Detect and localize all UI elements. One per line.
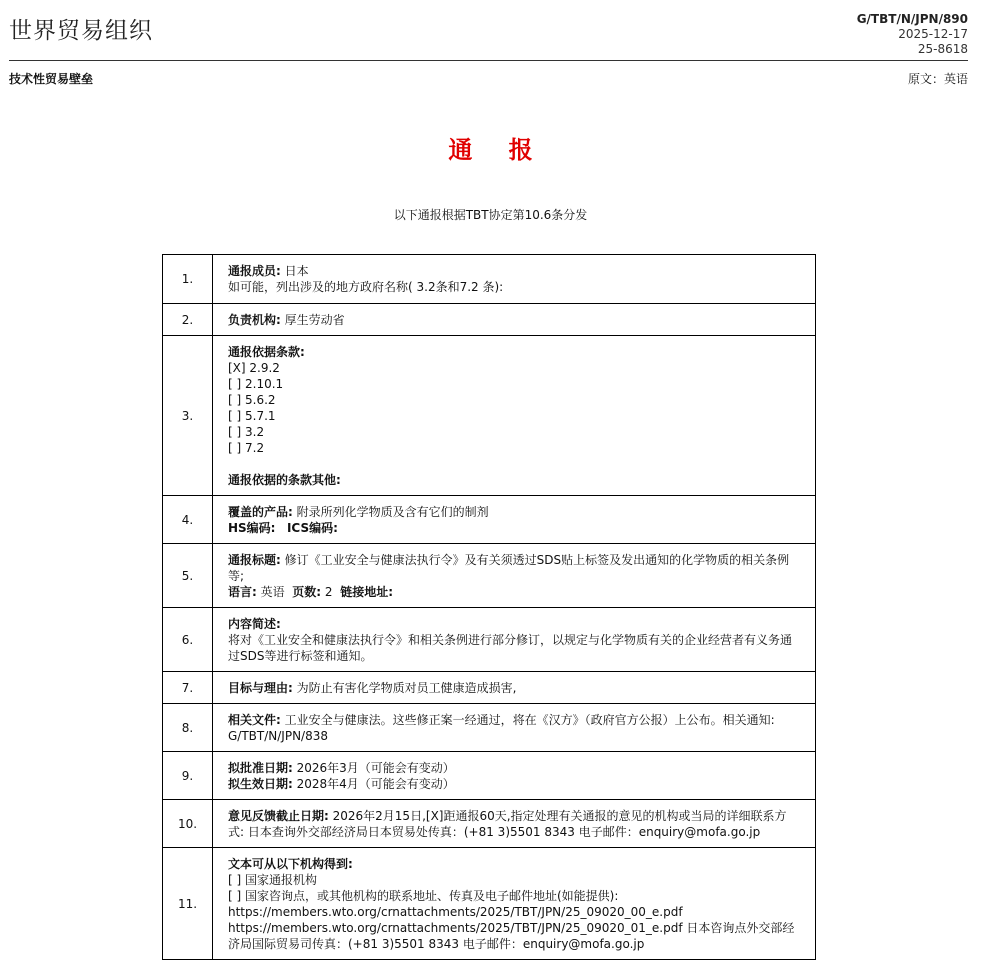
row-number: 5. [163, 544, 213, 608]
original-language: 原文：英语 [907, 72, 968, 86]
table-row [163, 800, 816, 848]
row-content [213, 336, 816, 496]
table-row [163, 336, 816, 496]
field-label: 文本可从以下机构得到: [228, 856, 353, 871]
field-value: 修订《工业安全与健康法执行令》及有关须透过SDS贴上标签及发出通知的化学物质的相关条例等; [228, 552, 790, 583]
notice-title: 通 报 [448, 136, 547, 164]
link-label: 链接地址: [340, 584, 393, 599]
option-3-2: [ ] 3.2 [228, 424, 265, 439]
field-value: 工业安全与健康法。这些修正案一经通过，将在《汉方》（政府官方公报）上公布。相关通知: G/TBT/N/JPN/838 [228, 712, 775, 743]
row-content [213, 608, 816, 672]
row-content [213, 496, 816, 544]
field-value: 如可能，列出涉及的地方政府名称( 3.2条和7.2 条): [228, 280, 504, 294]
row-number: 3. [163, 336, 213, 496]
row-number: 8. [163, 704, 213, 752]
row-content [213, 255, 816, 304]
language-value: 英语 [256, 584, 285, 599]
option-5-6-2: [ ] 5.6.2 [228, 392, 276, 407]
row-content [213, 704, 816, 752]
field-label: 目标与理由: [228, 680, 293, 695]
field-value: 附录所列化学物质及含有它们的制剂 [292, 504, 489, 519]
option-5-7-1: [ ] 5.7.1 [228, 408, 276, 423]
table-row [163, 848, 816, 960]
option-2-9-2: [X] 2.9.2 [228, 360, 280, 375]
spacer [228, 456, 801, 472]
field-value: 2028年4月（可能会有变动） [292, 776, 455, 791]
committee-name: 技术性贸易壁垒 [9, 72, 94, 86]
intro-text: 以下通报根据TBT协定第10.6条分发 [393, 208, 588, 222]
pages-value: 2 [321, 584, 333, 599]
ics-code-label: ICS编码: [286, 520, 338, 535]
row-number: 11. [163, 848, 213, 960]
field-label: 通报依据的条款其他: [228, 472, 341, 487]
field-label: 拟生效日期: [228, 776, 293, 791]
table-row [163, 496, 816, 544]
field-label: 覆盖的产品: [228, 504, 293, 519]
row-number: 6. [163, 608, 213, 672]
field-label: 负责机构: [228, 312, 281, 327]
option-2-10-1: [ ] 2.10.1 [228, 376, 284, 391]
document-date: 2025-12-17 [898, 27, 968, 41]
row-content [213, 544, 816, 608]
table-row [163, 544, 816, 608]
row-content [213, 672, 816, 704]
hs-code-label: HS编码: [228, 520, 276, 535]
table-row [163, 255, 816, 304]
document-link[interactable]: https://members.wto.org/crnattachments/2025/TBT/JPN/25_09020_00_e.pdf [228, 904, 683, 919]
field-label: 相关文件: [228, 712, 281, 727]
field-label: 通报成员: [228, 264, 281, 278]
row-number: 10. [163, 800, 213, 848]
row-number: 4. [163, 496, 213, 544]
table-row [163, 608, 816, 672]
field-value: 为防止有害化学物质对员工健康造成损害, [292, 680, 517, 695]
header-divider [9, 60, 968, 61]
table-row [163, 672, 816, 704]
field-value: 将对《工业安全和健康法执行令》和相关条例进行部分修订，以规定与化学物质有关的企业经营者有义务通过SDS等进行标签和通知。 [228, 632, 793, 663]
pages-label: 页数: [292, 584, 322, 599]
field-label: 意见反馈截止日期: [228, 808, 329, 823]
row-content [213, 752, 816, 800]
option-enquiry-point: [ ] 国家咨询点，或其他机构的联系地址、传真及电子邮件地址(如能提供): [228, 888, 619, 903]
option-7-2: [ ] 7.2 [228, 440, 265, 455]
field-label: 通报依据条款: [228, 344, 305, 359]
field-value: 2026年3月（可能会有变动） [292, 760, 455, 775]
table-row [163, 704, 816, 752]
field-value: 2026年2月15日,[X]距通报60天,指定处理有关通报的意见的机构或当局的详细联系方式: 日本查询外交部经济局日本贸易处传真：(+81 3)5501 8343 电子邮件：enquiry@mofa.go.jp [228, 808, 787, 839]
language-label: 语言: [228, 584, 257, 599]
row-number: 7. [163, 672, 213, 704]
field-label: 拟批准日期: [228, 760, 293, 775]
option-national-body: [ ] 国家通报机构 [228, 872, 317, 887]
field-value: 日本 [280, 264, 309, 278]
table-row [163, 752, 816, 800]
table-row [163, 304, 816, 336]
row-content [213, 800, 816, 848]
notification-table [162, 254, 816, 960]
document-link[interactable]: https://members.wto.org/crnattachments/2025/TBT/JPN/25_09020_01_e.pdf 日本咨询点外交部经济局国际贸易司传真：(+81 3)5501 8343 电子邮件：enquiry@mofa.go.jp [228, 920, 795, 951]
row-content [213, 304, 816, 336]
row-number: 2. [163, 304, 213, 336]
field-label: 通报标题: [228, 552, 281, 567]
row-number: 9. [163, 752, 213, 800]
field-label: 内容简述: [228, 616, 281, 631]
row-content [213, 848, 816, 960]
organization-name: 世界贸易组织 [9, 18, 153, 44]
field-value: 厚生劳动省 [280, 312, 345, 327]
row-number: 1. [163, 255, 213, 304]
document-symbol: G/TBT/N/JPN/890 [856, 12, 968, 26]
document-number: 25-8618 [917, 42, 968, 56]
document-meta [857, 12, 968, 57]
